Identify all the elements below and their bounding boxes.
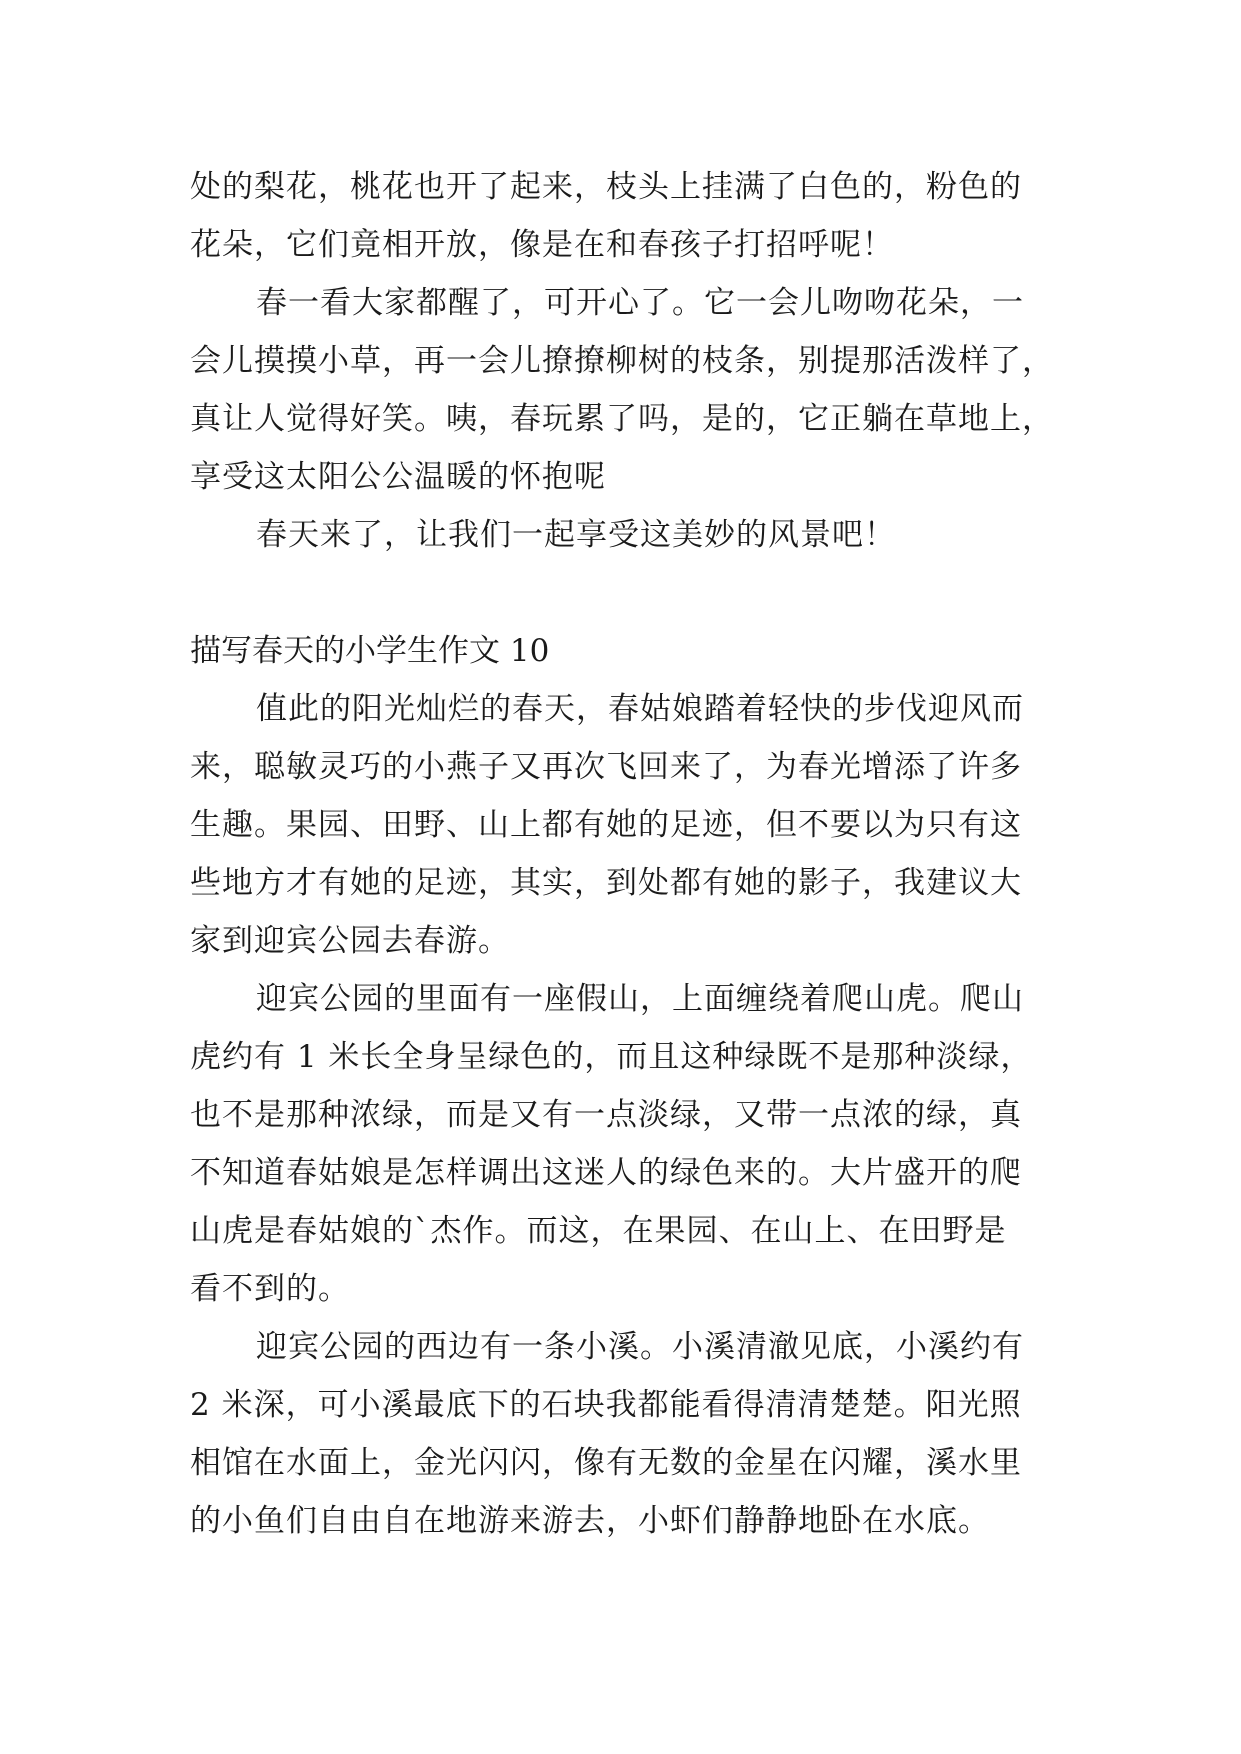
essay-heading: 描写春天的小学生作文 10	[190, 633, 550, 669]
paragraph	[190, 506, 1060, 564]
text-line: 处的梨花，桃花也开了起来，枝头上挂满了白色的，粉色的	[190, 169, 1022, 205]
text-line: 2 米深，可小溪最底下的石块我都能看得清清楚楚。阳光照	[190, 1387, 1022, 1423]
text-line: 虎约有 1 米长全身呈绿色的，而且这种绿既不是那种淡绿，	[190, 1039, 1033, 1075]
text-line: 会儿摸摸小草，再一会儿撩撩柳树的枝条，别提那活泼样了，	[190, 343, 1054, 379]
text-line: 家到迎宾公园去春游。	[190, 923, 510, 959]
text-line: 迎宾公园的里面有一座假山，上面缠绕着爬山虎。爬山	[256, 981, 1024, 1017]
text-line: 花朵，它们竟相开放，像是在和春孩子打招呼呢！	[190, 227, 894, 263]
text-line: 山虎是春姑娘的`杰作。而这，在果园、在山上、在田野是	[190, 1213, 1007, 1249]
text-line: 不知道春姑娘是怎样调出这迷人的绿色来的。大片盛开的爬	[190, 1155, 1022, 1191]
text-line: 真让人觉得好笑。咦，春玩累了吗，是的，它正躺在草地上，	[190, 401, 1054, 437]
paragraph	[190, 158, 1060, 274]
text-line: 些地方才有她的足迹，其实，到处都有她的影子，我建议大	[190, 865, 1022, 901]
text-line: 值此的阳光灿烂的春天，春姑娘踏着轻快的步伐迎风而	[256, 691, 1024, 727]
paragraph	[190, 680, 1060, 970]
text-line: 看不到的。	[190, 1271, 350, 1307]
text-line: 生趣。果园、田野、山上都有她的足迹，但不要以为只有这	[190, 807, 1022, 843]
text-line: 的小鱼们自由自在地游来游去，小虾们静静地卧在水底。	[190, 1503, 990, 1539]
text-line: 也不是那种浓绿，而是又有一点淡绿，又带一点浓的绿，真	[190, 1097, 1022, 1133]
text-line: 来，聪敏灵巧的小燕子又再次飞回来了，为春光增添了许多	[190, 749, 1022, 785]
text-line: 春一看大家都醒了，可开心了。它一会儿吻吻花朵，一	[256, 285, 1024, 321]
blank-line	[190, 564, 1060, 622]
document-body	[190, 158, 1060, 1550]
text-line: 相馆在水面上，金光闪闪，像有无数的金星在闪耀，溪水里	[190, 1445, 1022, 1481]
text-line: 迎宾公园的西边有一条小溪。小溪清澈见底，小溪约有	[256, 1329, 1024, 1365]
text-line: 春天来了，让我们一起享受这美妙的风景吧！	[256, 517, 896, 553]
text-line: 享受这太阳公公温暖的怀抱呢	[190, 459, 606, 495]
paragraph	[190, 1318, 1060, 1550]
paragraph	[190, 274, 1060, 506]
paragraph	[190, 970, 1060, 1318]
